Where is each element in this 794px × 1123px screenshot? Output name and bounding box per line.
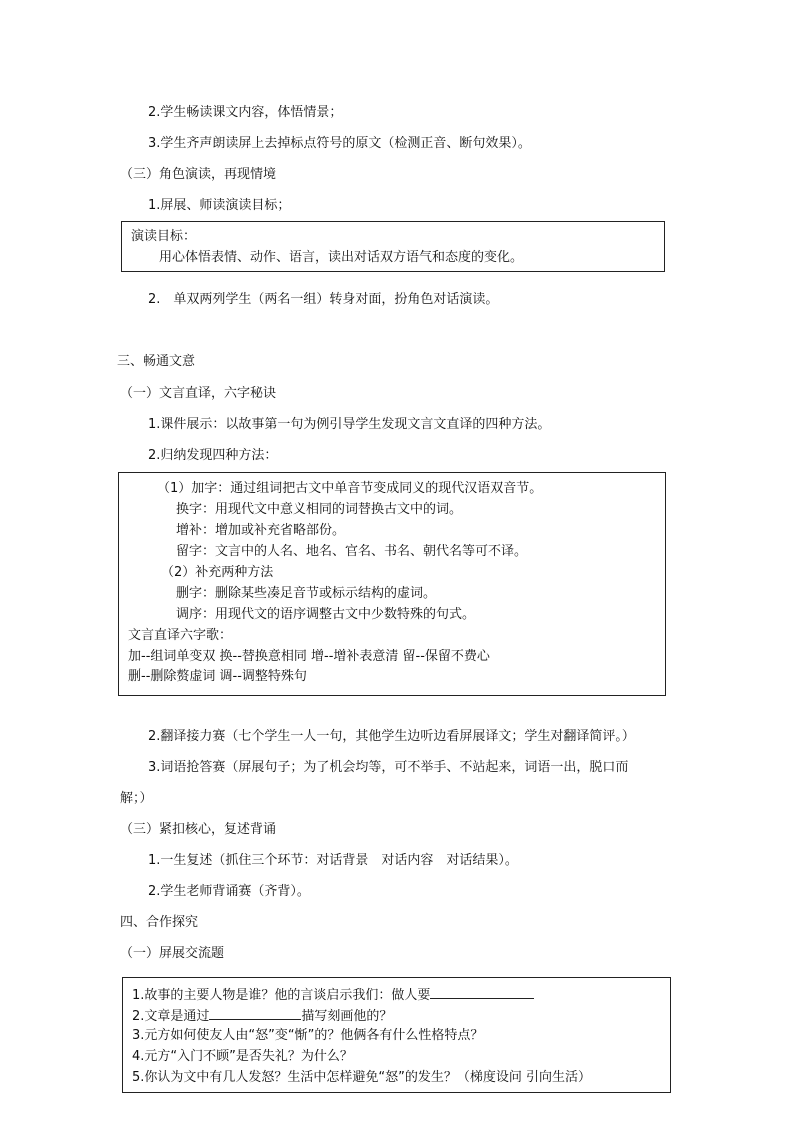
subheading-retell: （三）紧扣核心，复述背诵 (120, 822, 277, 837)
method-line: （1）加字：通过组词把古文中单音节变成同义的现代汉语双音节。 (157, 481, 543, 496)
questions-box (122, 977, 671, 1093)
answer-blank (430, 986, 534, 999)
answer-blank (209, 1007, 301, 1020)
question-2-text: 2.文章是通过 (132, 1009, 210, 1024)
goal-title: 演读目标： (131, 229, 197, 244)
question-3: 3.元方如何使友人由“怒”变“惭”的？他俩各有什么性格特点？ (132, 1028, 484, 1043)
method-song-line: 加--组词单变双 换--替换意相同 增--增补表意清 留--保留不费心 (128, 649, 490, 664)
step-show-goal: 1.屏展、师读演读目标； (148, 198, 291, 213)
question-2-text-end: 描写刻画他的？ (301, 1009, 393, 1024)
section-heading-explore: 四、合作探究 (120, 915, 199, 930)
subheading-role-reading: （三）角色演读，再现情境 (120, 167, 277, 182)
step-word-quiz-cont: 解；） (120, 791, 153, 806)
method-song-line: 删--删除赘虚词 调--调整特殊句 (128, 669, 307, 684)
method-line: （2）补充两种方法 (161, 565, 274, 580)
method-line: 删字：删除某些凑足音节或标示结构的虚词。 (176, 586, 437, 601)
step-retell: 1.一生复述（抓住三个环节：对话背景 对话内容 对话结果）。 (148, 853, 518, 868)
methods-box (118, 472, 666, 696)
subheading-literal-translation: （一）文言直译，六字秘诀 (120, 386, 277, 401)
question-2 (132, 1007, 392, 1025)
step-read-aloud: 3.学生齐声朗读屏上去掉标点符号的原文（检测正音、断句效果）。 (148, 136, 531, 151)
step-pair-reading: 2. 单双两列学生（两名一组）转身对面，扮角色对话演读。 (148, 292, 499, 307)
method-line: 调序：用现代文的语序调整古文中少数特殊的句式。 (176, 607, 476, 622)
reading-goal-box (121, 221, 665, 272)
section-heading-translate: 三、畅通文意 (117, 354, 196, 369)
step-read-fluently: 2.学生畅读课文内容，体悟情景； (148, 105, 343, 120)
question-5: 5.你认为文中有几人发怒？生活中怎样避免“怒”的发生？（梯度设问 引向生活） (132, 1070, 592, 1085)
question-4: 4.元方“入门不顾”是否失礼？为什么？ (132, 1049, 353, 1064)
question-1-text: 1.故事的主要人物是谁？他的言谈启示我们：做人要 (132, 988, 431, 1003)
method-song-title: 文言直译六字歌： (128, 628, 233, 643)
step-relay-translation: 2.翻译接力赛（七个学生一人一句，其他学生边听边看屏展译文；学生对翻译简评。） (148, 729, 635, 744)
step-summarize-methods: 2.归纳发现四种方法： (148, 448, 278, 463)
method-line: 留字：文言中的人名、地名、官名、书名、朝代名等可不译。 (176, 544, 528, 559)
question-1 (132, 986, 534, 1004)
step-recite: 2.学生老师背诵赛（齐背）。 (148, 884, 310, 899)
goal-text: 用心体悟表情、动作、语言，读出对话双方语气和态度的变化。 (159, 250, 524, 265)
subheading-discussion: （一）屏展交流题 (120, 946, 225, 961)
method-line: 增补：增加或补充省略部份。 (176, 523, 346, 538)
step-courseware: 1.课件展示：以故事第一句为例引导学生发现文言文直译的四种方法。 (148, 417, 551, 432)
step-word-quiz: 3.词语抢答赛（屏展句子；为了机会均等，可不举手、不站起来，词语一出，脱口而 (148, 760, 629, 775)
method-line: 换字：用现代文中意义相同的词替换古文中的词。 (176, 502, 463, 517)
